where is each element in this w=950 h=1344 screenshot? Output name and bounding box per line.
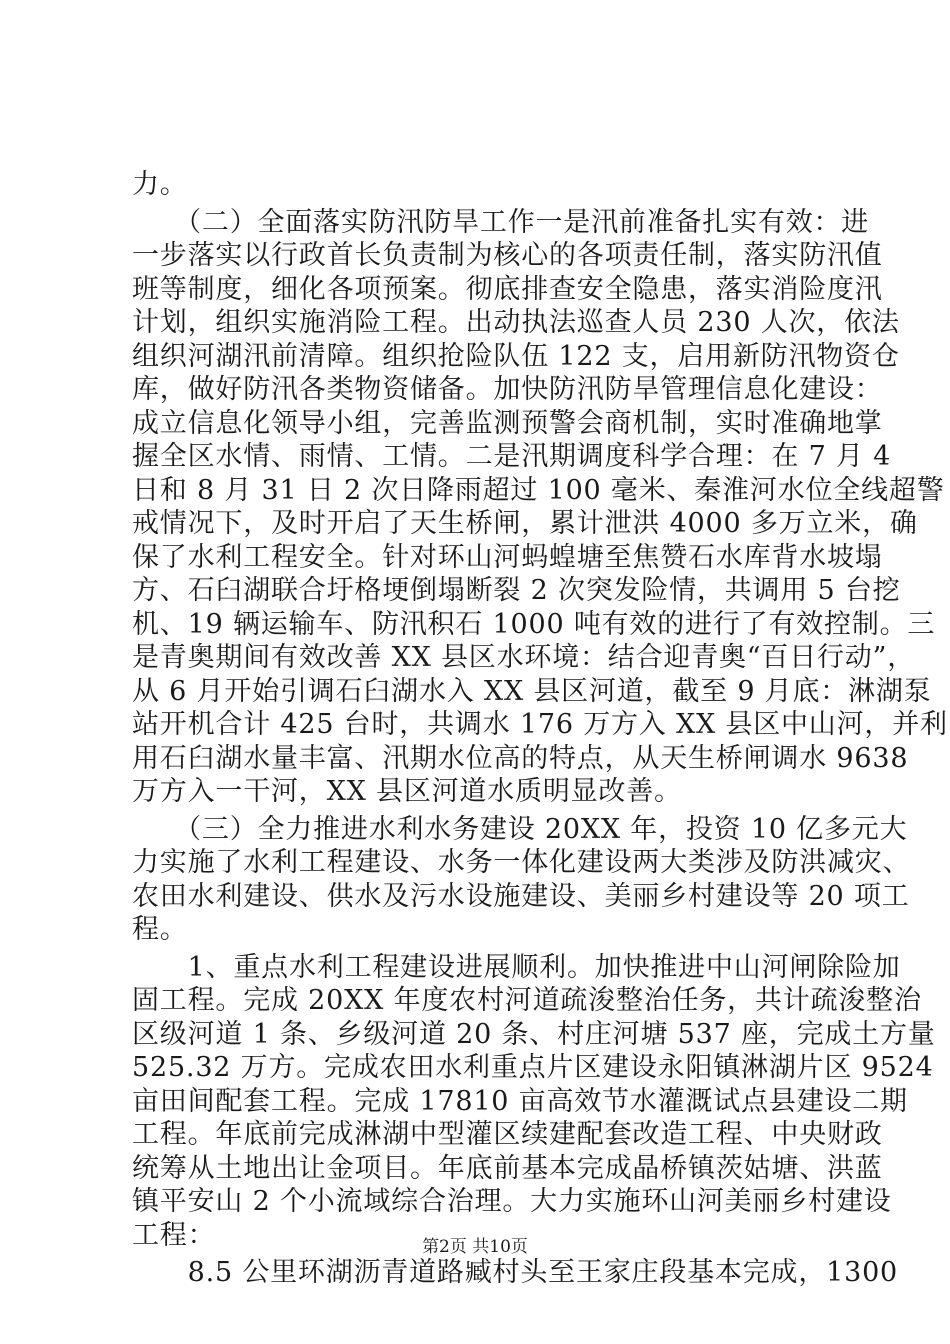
text-line: 站开机合计 425 台时，共调水 176 万方入 XX 县区中山河，并利 <box>132 709 948 740</box>
text-line: 统筹从土地出让金项目。年底前基本完成晶桥镇茨姑塘、洪蓝 <box>132 1152 883 1184</box>
text-line: 镇平安山 2 个小流域综合治理。大力实施环山河美丽乡村建设 <box>132 1186 892 1217</box>
text-line: 班等制度，细化各项预案。彻底排查安全隐患，落实消险度汛 <box>132 273 883 305</box>
text-line: 组织河湖汛前清障。组织抢险队伍 122 支，启用新防汛物资仓 <box>132 340 900 372</box>
text-line: （二）全面落实防汛防旱工作一是汛前准备扎实有效：进 <box>132 206 870 238</box>
text-line: 农田水利建设、供水及污水设施建设、美丽乡村建设等 20 项工 <box>132 880 910 912</box>
text-line: 方、石臼湖联合圩格埂倒塌断裂 2 次突发险情，共调用 5 台挖 <box>132 575 901 606</box>
paragraph-flood-control <box>132 206 948 809</box>
text-line: 一步落实以行政首长负责制为核心的各项责任制，落实防汛值 <box>132 240 883 271</box>
text-line: 计划，组织实施消险工程。出动执法巡查人员 230 人次，依法 <box>132 307 900 338</box>
document-body <box>132 168 948 1290</box>
text-line: 8.5 公里环湖沥青道路臧村头至王家庄段基本完成，1300 <box>132 1257 899 1288</box>
text-line: 机、19 辆运输车、防汛积石 1000 吨有效的进行了有效控制。三 <box>132 608 936 640</box>
text-line: 握全区水情、雨情、工情。二是汛期调度科学合理：在 7 月 4 <box>132 441 892 472</box>
text-line: 用石臼湖水量丰富、汛期水位高的特点，从天生桥闸调水 9638 <box>132 742 909 774</box>
text-line: 工程： <box>132 1219 216 1251</box>
text-line: 从 6 月开始引调石臼湖水入 XX 县区河道，截至 9 月底：淋湖泵 <box>132 675 932 707</box>
paragraph-water-construction <box>132 813 911 947</box>
page-number-label: 第2页 共10页 <box>422 1237 528 1257</box>
text-line: 是青奥期间有效改善 XX 县区水环境：结合迎青奥“百日行动”， <box>132 642 916 673</box>
text-line: 保了水利工程安全。针对环山河蚂蝗塘至焦赞石水库背水坡塌 <box>132 541 883 573</box>
text-line: 万方入一干河，XX 县区河道水质明显改善。 <box>132 776 682 807</box>
text-line: 1、重点水利工程建设进展顺利。加快推进中山河闸除险加 <box>132 951 901 983</box>
text-line: 固工程。完成 20XX 年度农村河道疏浚整治任务，共计疏浚整治 <box>132 985 922 1016</box>
paragraph-lake-road <box>132 1256 899 1290</box>
text-line: 日和 8 月 31 日 2 次日降雨超过 100 毫米、秦淮河水位全线超警 <box>132 474 945 506</box>
text-line: 成立信息化领导小组，完善监测预警会商机制，实时准确地掌 <box>132 407 883 439</box>
text-line: 戒情况下，及时开启了天生桥闸，累计泄洪 4000 多万立米，确 <box>132 508 918 539</box>
page-footer <box>0 1232 950 1257</box>
text-line: 程。 <box>132 914 188 945</box>
text-line: 力实施了水利工程建设、水务一体化建设两大类涉及防洪减灾、 <box>132 847 911 878</box>
text-line: 工程。年底前完成淋湖中型灌区续建配套改造工程、中央财政 <box>132 1119 883 1150</box>
text-line: 力。 <box>132 169 188 200</box>
paragraph-continuation <box>132 168 832 202</box>
paragraph-key-projects <box>132 951 936 1253</box>
text-line: （三）全力推进水利水务建设 20XX 年，投资 10 亿多元大 <box>132 813 908 845</box>
text-line: 库，做好防汛各类物资储备。加快防汛防旱管理信息化建设： <box>132 374 883 405</box>
text-line: 亩田间配套工程。完成 17810 亩高效节水灌溉试点县建设二期 <box>132 1085 908 1117</box>
text-line: 525.32 万方。完成农田水利重点片区建设永阳镇淋湖片区 9524 <box>132 1052 934 1083</box>
text-line: 区级河道 1 条、乡级河道 20 条、村庄河塘 537 座，完成土方量 <box>132 1018 936 1050</box>
